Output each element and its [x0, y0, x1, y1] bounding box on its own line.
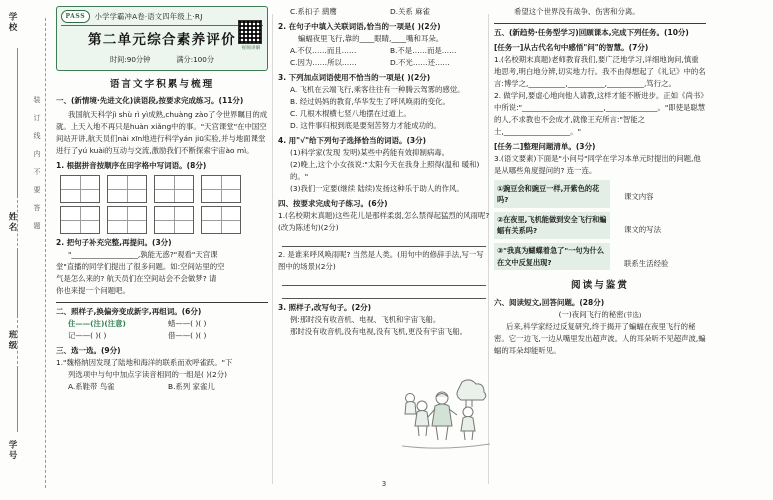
c2-q4-heading: 4. 用"√"给下列句子选择恰当的词语。(3分)	[278, 136, 427, 146]
seal-line-text: 装 订 线 内 不 要 答 题	[33, 96, 41, 231]
banner-part-two: 阅读与鉴赏	[571, 280, 629, 292]
s3-q1-line-b: 列选项中与句中加点字读音相同的一组是( )(2分)	[68, 370, 228, 380]
s2-example-a: 住——(注)(注意)	[68, 319, 126, 329]
section-one-passage: 我国航天科学jì shù rì yì成熟,chuàng zào了令世界瞩目的成就。上天入地不再只是huàn xiǎng中的事。"天宫课堂"在中国空间站开讲,航天员们nài xīn地进行科学yán jiū实验,并与地面课堂进行了yú kuài的互动与交流,激励我们不断探索宇宙ào mì。	[56, 109, 268, 155]
left-margin	[0, 0, 52, 500]
c2-q2-heading: 2. 在句子中填入关联词语,恰当的一项是( )(2分)	[278, 21, 441, 31]
c2-q3-option-c[interactable]: C. 几根木棍横七竖八地摆在过道上。	[290, 109, 411, 119]
c2-q2-options-row1	[278, 45, 490, 57]
qr-caption: 视频讲解	[241, 45, 261, 51]
margin-rule-2	[17, 248, 18, 318]
section-two-row-2	[56, 330, 268, 342]
header-series: 小学学霸冲A卷·语文四年级上·RJ	[94, 11, 203, 21]
qr-code-block[interactable]	[238, 20, 264, 52]
s3-option-a[interactable]: A.系鞋带 鸟雀	[68, 382, 115, 392]
match-target-2[interactable]: 课文的写法	[624, 225, 661, 235]
q2-line-d: 你也来提一个问题吧。	[56, 286, 130, 296]
s2-blank-b[interactable]: 蜡——( )( )	[168, 319, 207, 329]
tianzige-row-2	[60, 206, 268, 234]
s4-example-text-1: 那时没有收音机、电视、飞机和宇宙飞船。	[299, 315, 441, 325]
s3-option-d[interactable]: D.关系 麻雀	[390, 7, 430, 16]
column-two	[278, 6, 490, 494]
margin-rule-1	[17, 48, 18, 198]
matching-left-column	[494, 180, 610, 274]
tianzige-cell[interactable]	[107, 175, 147, 203]
section-two-heading: 二、照样子,换偏旁变成新字,再组词。(6分)	[56, 307, 202, 317]
c2-q3-heading: 3. 下列加点词语使用不恰当的一项是( )(2分)	[278, 73, 431, 83]
section-divider-2	[494, 23, 706, 24]
c2-q2-option-b[interactable]: B.不是……而是……	[390, 46, 457, 56]
q2-line-a: "__________________,孰能无惑?"观看"天宫课	[68, 250, 218, 260]
q2-line-b: 堂"直播的同学们提出了很多问题。如:空间站里的空	[56, 262, 225, 272]
column-rule-1	[272, 14, 273, 484]
tianzige-cell[interactable]	[107, 206, 147, 234]
s4-example-text-2: 那时没有收音机,没有电视,没有飞机,更没有宇宙飞船。	[290, 327, 468, 337]
score-label: 满分:100分	[176, 55, 215, 65]
s4-example-label: 例:	[290, 315, 300, 325]
s2-blank-c[interactable]: 记——( )( )	[68, 331, 107, 341]
s4-q2: 2. 是谁来呼风唤雨呢? 当然是人类。(用句中的修辞手法,写一写图中的场景)(2分)	[278, 250, 484, 272]
c2-q3-option-d[interactable]: D. 这件事归根到底是要刻苦努力才能成功的。	[290, 121, 441, 131]
match-item-3[interactable]: ③"我真为蝴蝶着急了"一句为什么在文中反复出现?	[494, 243, 610, 270]
q1-heading: 1. 根据拼音按顺序在田字格中写词语。(8分)	[56, 160, 207, 170]
margin-field-name: 姓名	[7, 212, 17, 233]
section-three-heading: 三、选一选。(9分)	[56, 346, 121, 356]
header-meta	[61, 54, 263, 66]
s4-q3: 3. 照样子,改写句子。(2分)	[278, 303, 372, 313]
s4-example-line-1	[278, 314, 490, 326]
tianzige-row-1	[60, 175, 268, 203]
matching-right-column	[624, 180, 668, 274]
margin-rule-3	[17, 366, 18, 432]
pass-logo: PASS	[61, 10, 90, 23]
tianzige-cell[interactable]	[60, 175, 100, 203]
section-six-heading: 六、阅读短文,回答问题。(28分)	[494, 297, 605, 307]
c2-q3-option-a[interactable]: A. 飞机在云端飞行,乘客往往有一种腾云驾雾的感觉。	[290, 85, 465, 95]
answer-line-2[interactable]	[282, 285, 486, 286]
passage-title: (一)夜间飞行的秘密	[558, 309, 624, 319]
s3-option-b[interactable]: B.系列 家雀儿	[168, 382, 215, 392]
c2-q2-options-row2	[278, 57, 490, 69]
task-one-q2: 2. 做学问,要虚心地向他人请教,这样才能不断进步。正如《尚书》中所说:"______________________,______________。"即使是聪慧的人,不求教也不会成才,就像王充所言:"智能之士,__________________。"	[494, 91, 706, 137]
section-two-row-1	[56, 318, 268, 330]
c2-q3-option-b[interactable]: B. 经过妈妈的教育,华华发生了呼风唤雨的变化。	[290, 97, 450, 107]
c3-top-line: 希望这个世界没有战争、伤害和分离。	[514, 7, 640, 16]
tianzige-cell[interactable]	[201, 175, 241, 203]
match-item-1[interactable]: ①豌豆会和豌豆一样,开紫色的花吗?	[494, 180, 610, 207]
column-one	[56, 6, 268, 494]
s3-q1-options-cont	[278, 6, 490, 18]
c2-q4-item-3[interactable]: (3)我们一定要(继续 陆续)发扬这种乐于助人的作风。	[290, 184, 464, 194]
margin-field-class: 班级	[7, 330, 17, 351]
task-two-heading: [任务二]整理问题清单。(3分)	[494, 142, 596, 152]
margin-field-number: 学号	[7, 440, 17, 461]
matching-exercise	[494, 180, 706, 274]
margin-rule-5	[17, 320, 18, 364]
c2-q4-item-2[interactable]: (2)晚上,这个小女孩说:"太阳今天在我身上照得(温和 暖和)的。"	[290, 160, 480, 182]
section-five-heading: 五、(新趋势·任务型学习)回顾课本,完成下列任务。(10分)	[494, 27, 689, 37]
q2-heading: 2. 把句子补充完整,再提问。(3分)	[56, 237, 172, 247]
s4-q1: 1.(名校期末真题)这些花儿是那样柔弱,怎么禁得起猛烈的风雨呢?(改为陈述句)(2分)	[278, 211, 490, 233]
answer-line-1[interactable]	[282, 246, 486, 247]
passage-title-note: (节选)	[623, 310, 642, 319]
c2-q2-option-c[interactable]: C.因为……所以……	[290, 58, 357, 68]
task-two-q3: 3.(语文要素)下面是"小问号"同学在学习本单元时提出的问题,他是从哪些角度提问的? 连一连。	[494, 154, 701, 176]
header-top-row	[61, 10, 263, 26]
s3-q1-line-a: 1."魏格纳因发现了陆地和海洋的联系而欢呼雀跃。"下	[56, 358, 233, 368]
match-target-1[interactable]: 课文内容	[624, 191, 654, 201]
task-one-heading: [任务一]从古代名句中感悟"问"的智慧。(7分)	[494, 43, 649, 53]
passage-body: 后来,科学家经过反复研究,终于揭开了蝙蝠在夜里飞行的秘密。它一边飞,一边从嘴里发出超声波。人的耳朵听不见超声波,蝙蝠的耳朵却能听见。	[494, 321, 706, 355]
seal-dash-line	[45, 18, 46, 488]
passage-title-row	[494, 309, 706, 321]
s3-q1-options	[56, 381, 268, 393]
paper-header	[56, 6, 268, 71]
task-one-q1: 1.(名校期末真题)老师教育我们,要广泛地学习,详细地询问,慎重地思考,明白地分辨,切实地力行。我不由得想起了《礼记》中的名言:博学之,__________,__________,__________,笃行之。	[494, 55, 706, 89]
s2-blank-d[interactable]: 借——( )( )	[168, 331, 207, 341]
tianzige-cell[interactable]	[154, 175, 194, 203]
s3-option-c[interactable]: C.系扣子 鹞鹰	[290, 7, 337, 16]
section-four-heading: 四、按要求完成句子练习。(6分)	[278, 199, 388, 209]
qr-code-icon[interactable]	[238, 20, 262, 44]
banner-part-one: 语言文字积累与梳理	[109, 78, 215, 90]
c2-q4-item-1[interactable]: (1)科学家(发现 发明)某些中药能有效抑制病毒。	[290, 148, 450, 158]
answer-line-3[interactable]	[282, 298, 486, 299]
margin-rule-4	[17, 200, 18, 246]
page-number: 3	[381, 479, 387, 488]
c2-q2-option-a[interactable]: A.不仅……而且……	[290, 46, 357, 56]
tianzige-cell[interactable]	[60, 206, 100, 234]
section-one-heading: 一、(新情境·先进文化)读语段,按要求完成练习。(11分)	[56, 96, 244, 106]
q2-line-c: 气是怎么来的? 航天员们在空间站会不会做梦? 请	[56, 274, 217, 284]
section-divider-1	[56, 302, 268, 303]
match-item-2[interactable]: ②在夜里,飞机能做到安全飞行和蝙蝠有关系吗?	[494, 212, 610, 239]
c2-q2-option-d[interactable]: D.不光……还……	[390, 58, 450, 68]
column-three	[494, 6, 706, 494]
margin-field-school: 学校	[7, 12, 17, 33]
page-title: 第二单元综合素养评价	[88, 32, 236, 49]
c2-q2-stem: 蝙蝠夜里飞行,靠的____眼睛,____嘴和耳朵。	[298, 34, 444, 44]
tianzige-cell[interactable]	[201, 206, 241, 234]
tianzige-cell[interactable]	[154, 206, 194, 234]
time-label: 时间:90分钟	[109, 55, 151, 65]
children-illustration	[400, 376, 492, 454]
match-target-3[interactable]: 联系生活经验	[624, 258, 669, 268]
